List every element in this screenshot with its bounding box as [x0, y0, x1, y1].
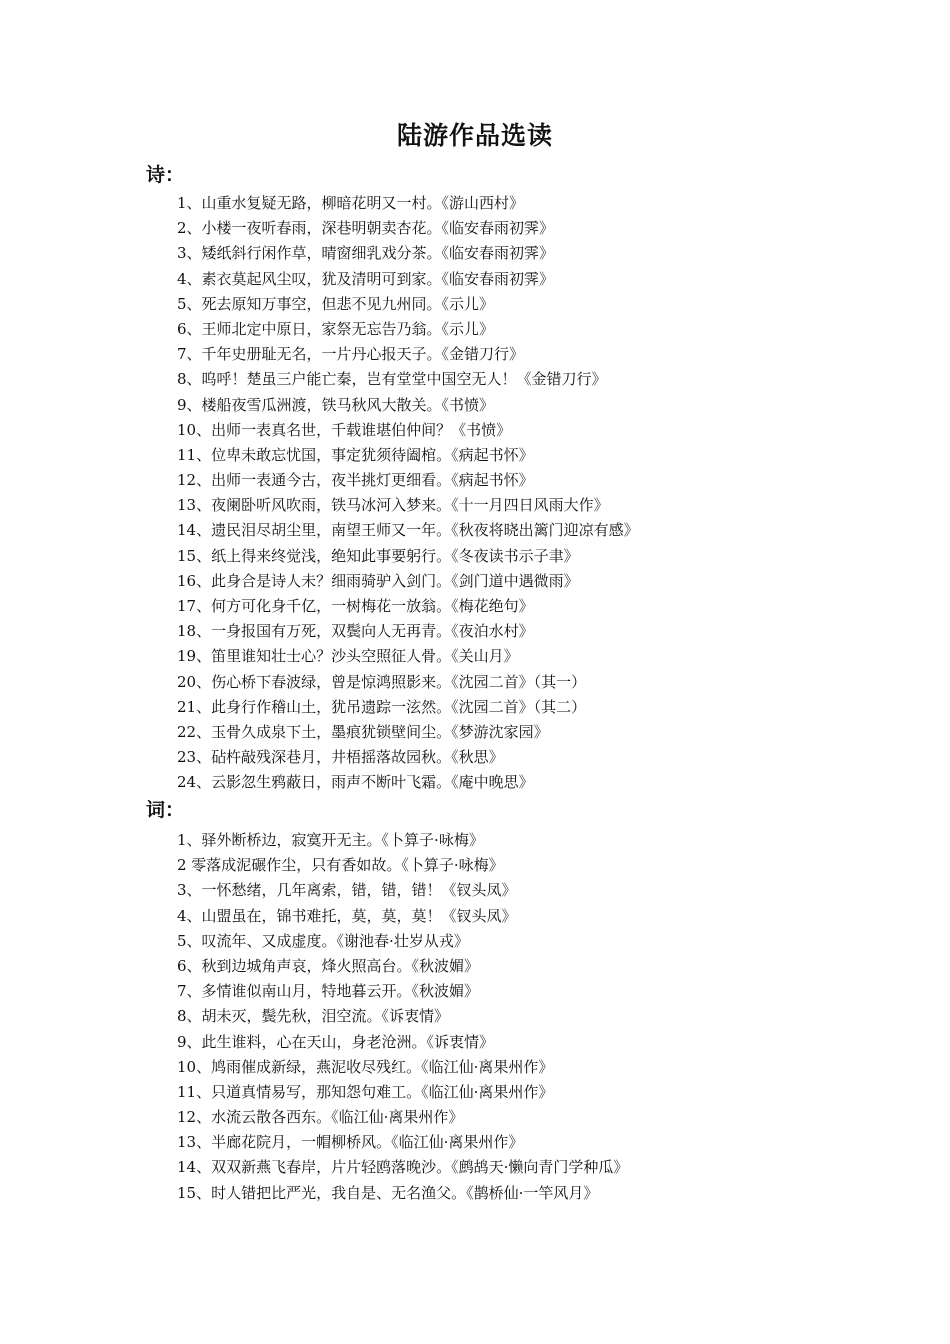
ci-line: 13、半廊花院月，一帽柳桥风。《临江仙·离果州作》 [177, 1133, 524, 1152]
poem-line: 22、玉骨久成泉下土，墨痕犹锁壁间尘。《梦游沈家园》 [177, 722, 549, 741]
ci-lines-list [177, 828, 628, 1206]
poem-lines-list [177, 191, 639, 796]
poem-line: 17、何方可化身千亿，一树梅花一放翁。《梅花绝句》 [177, 597, 534, 615]
ci-line: 4、山盟虽在，锦书难托，莫，莫，莫！《钗头凤》 [177, 906, 517, 925]
ci-line: 7、多情谁似南山月，特地暮云开。《秋波媚》 [177, 982, 480, 1001]
ci-line: 5、叹流年、又成虚度。《谢池春·壮岁从戎》 [177, 931, 469, 950]
ci-line: 6、秋到边城角声哀，烽火照高台。《秋波媚》 [177, 956, 480, 975]
poem-line: 14、遗民泪尽胡尘里，南望王师又一年。《秋夜将晓出篱门迎凉有感》 [177, 521, 639, 540]
ci-line: 14、双双新燕飞春岸，片片轻鸥落晚沙。《鹧鸪天·懒向青门学种瓜》 [177, 1158, 629, 1177]
poem-line: 1、山重水复疑无路，柳暗花明又一村。《游山西村》 [177, 194, 525, 212]
poem-line: 23、砧杵敲残深巷月，井梧摇落故园秋。《秋思》 [177, 748, 504, 767]
poem-line: 15、纸上得来终觉浅，绝知此事要躬行。《冬夜读书示子聿》 [177, 546, 579, 565]
poem-line: 5、死去原知万事空，但悲不见九州同。《示儿》 [177, 294, 495, 313]
ci-line: 9、此生谁料，心在天山，身老沧洲。《诉衷情》 [177, 1032, 495, 1051]
poem-line: 2、小楼一夜听春雨，深巷明朝卖杏花。《临安春雨初霁》 [177, 219, 555, 238]
page-title: 陆游作品选读 [396, 121, 553, 150]
poem-line: 24、云影忽生鸦蔽日，雨声不断叶飞霜。《庵中晚思》 [177, 773, 534, 792]
poem-line: 3、矮纸斜行闲作草，晴窗细乳戏分茶。《临安春雨初霁》 [177, 244, 555, 263]
poem-line: 9、楼船夜雪瓜洲渡，铁马秋风大散关。《书愤》 [177, 395, 495, 414]
ci-line: 1、驿外断桥边，寂寞开无主。《卜算子·咏梅》 [177, 831, 484, 849]
ci-line: 10、鸠雨催成新绿，燕泥收尽残红。《临江仙·离果州作》 [177, 1057, 554, 1076]
poem-line: 6、王师北定中原日，家祭无忘告乃翁。《示儿》 [177, 319, 495, 338]
section-heading-ci: 词： [146, 799, 185, 821]
poem-line: 11、位卑未敢忘忧国，事定犹须待阖棺。《病起书怀》 [177, 445, 534, 464]
ci-line: 2 零落成泥碾作尘，只有香如故。《卜算子·咏梅》 [177, 856, 504, 875]
ci-line: 15、时人错把比严光，我自是、无名渔父。《鹊桥仙·一竿风月》 [177, 1183, 599, 1202]
section-heading-poems: 诗： [146, 164, 185, 186]
poem-line: 12、出师一表通今古，夜半挑灯更细看。《病起书怀》 [177, 471, 534, 490]
poem-line: 13、夜阑卧听风吹雨，铁马冰河入梦来。《十一月四日风雨大作》 [177, 496, 609, 515]
poem-line: 19、笛里谁知壮士心？沙头空照征人骨。《关山月》 [177, 647, 519, 666]
poem-line: 16、此身合是诗人未？细雨骑驴入剑门。《剑门道中遇微雨》 [177, 571, 579, 590]
poem-line: 20、伤心桥下春波绿，曾是惊鸿照影来。《沈园二首》（其一） [177, 672, 587, 691]
poem-line: 8、呜呼！楚虽三户能亡秦，岂有堂堂中国空无人！《金错刀行》 [177, 370, 607, 389]
ci-line: 11、只道真情易写，那知怨句难工。《临江仙·离果州作》 [177, 1082, 554, 1101]
poem-line: 4、素衣莫起风尘叹，犹及清明可到家。《临安春雨初霁》 [177, 269, 555, 288]
poem-line: 18、一身报国有万死，双鬓向人无再青。《夜泊水村》 [177, 622, 534, 641]
ci-line: 12、水流云散各西东。《临江仙·离果州作》 [177, 1108, 464, 1127]
poem-line: 10、出师一表真名世，千载谁堪伯仲间？《书愤》 [177, 420, 512, 439]
poem-line: 7、千年史册耻无名，一片丹心报天子。《金错刀行》 [177, 345, 525, 364]
ci-line: 3、一怀愁绪，几年离索，错，错，错！《钗头凤》 [177, 881, 517, 900]
ci-line: 8、胡未灭，鬓先秋，泪空流。《诉衷情》 [177, 1007, 450, 1026]
poem-line: 21、此身行作稽山土，犹吊遗踪一泫然。《沈园二首》（其二） [177, 697, 587, 716]
